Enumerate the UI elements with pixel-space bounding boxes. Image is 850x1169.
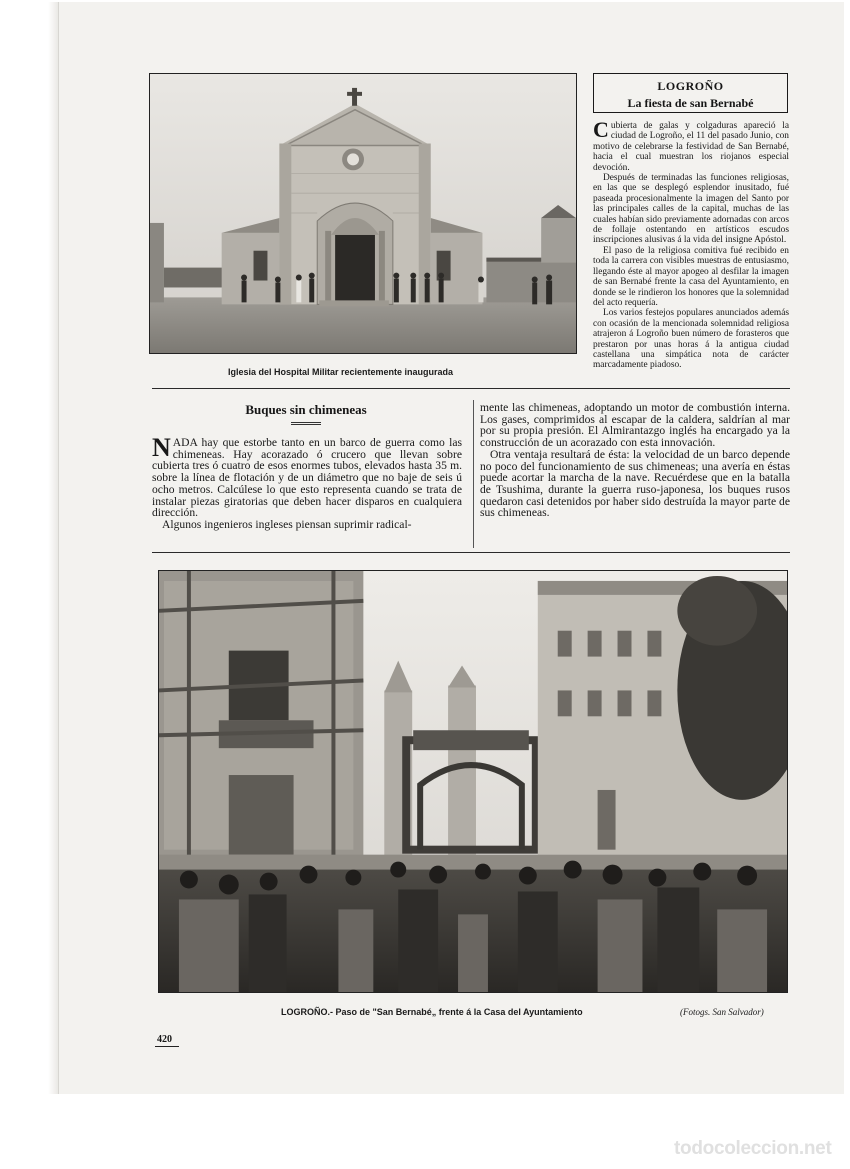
article-title: Buques sin chimeneas bbox=[245, 402, 367, 417]
title-ornament bbox=[291, 422, 321, 425]
sidebar-city-title: LOGROÑO bbox=[657, 79, 724, 93]
sidebar-heading-box bbox=[593, 73, 788, 113]
article-paragraph-3: mente las chimeneas, adoptando un motor de combustión interna. Los gases, comprimidos al escapar de la caldera, saldrían al mar por su propia presión. El Almirantazgo inglés ha encargado ya la construcción de un acorazado con esta innovación. bbox=[480, 401, 790, 450]
article-paragraph-2: Algunos ingenieros ingleses piensan suprimir radical- bbox=[162, 517, 412, 531]
sidebar-text-column bbox=[593, 117, 789, 371]
column-divider bbox=[473, 400, 474, 548]
sidebar-paragraph-3: El paso de la religiosa comitiva fué recibido en toda la carrera con visibles muestras de entusiasmo, llegando éste al mayor apogeo al desfilar la imagen de san Bernabé frente la casa del Ayuntamiento, en donde se le rindieron los honores que la solemnidad del acto requería. bbox=[593, 245, 789, 308]
page-number-underline bbox=[155, 1046, 179, 1047]
article-dropcap: N bbox=[152, 433, 171, 462]
article-right-column bbox=[480, 402, 790, 519]
church-photo bbox=[149, 73, 577, 354]
article-paragraph-4: Otra ventaja resultará de ésta: la velocidad de un barco depende no poco del funcionamiento de sus chimeneas; una avería en éstas puede acortar la marcha de la nave. Recuérdese que en la batalla de Tsushima, durante la guerra ruso-japonesa, los buques rusos quedaron casi detenidos por haber sido destruída la mayor parte de sus chimeneas. bbox=[480, 447, 790, 520]
sidebar-paragraph-4: Los varios festejos populares anunciados además con ocasión de la mencionada solemnidad religiosa atrajeron á Logroño buen número de forasteros que prestaron por unas horas á la antigua ciudad castellana una simpática nota de carácter marcadamente piadoso. bbox=[593, 308, 789, 371]
procession-photo bbox=[158, 570, 788, 993]
section-divider-top bbox=[152, 388, 790, 389]
watermark-text: todocoleccion.net bbox=[674, 1138, 832, 1159]
sidebar-paragraph-2: Después de terminadas las funciones religiosas, en las que se desplegó esplendor inusitado, fué paseada procesionalmente la imagen del Santo por las principales calles de la capital, muchas de las cuales habían sido previamente adornadas con arcos de follaje ostentando en artísticos escudos inscripciones alusivas á la vida del insigne Apóstol. bbox=[593, 173, 789, 246]
photo-credit: (Fotogs. San Salvador) bbox=[680, 1007, 764, 1017]
section-divider-bottom bbox=[152, 552, 790, 553]
procession-photo-caption: LOGROÑO.- Paso de "San Bernabé„ frente á la Casa del Ayuntamiento bbox=[281, 1007, 583, 1017]
article-paragraph-1: NADA hay que estorbe tanto en un barco de guerra como las chimeneas. Hay acorazado ó crucero que llevan sobre cubierta tres ó cuatro de esos enormes tubos, elevados hasta 35 m. sobre la línea de flotación y de un diámetro que no baje de seis ú ocho metros. Calcúlese lo que esto representa cuando se trata de instalar piezas giratorias que deben hacer disparos en cualquiera dirección. bbox=[152, 433, 462, 520]
sidebar-paragraph-1: Cubierta de galas y colgaduras apareció la ciudad de Logroño, el 11 del pasado Junio, con motivo de celebrarse la festividad de San Bernabé, hacia el cual muestran los riojanos especial devoción. bbox=[593, 117, 789, 173]
church-photo-caption: Iglesia del Hospital Militar recientemente inaugurada bbox=[228, 367, 454, 377]
sidebar-dropcap: C bbox=[593, 117, 609, 142]
article-left-column bbox=[152, 433, 462, 531]
sidebar-subtitle: La fiesta de san Bernabé bbox=[627, 96, 754, 110]
page-number: 420 bbox=[157, 1034, 172, 1045]
